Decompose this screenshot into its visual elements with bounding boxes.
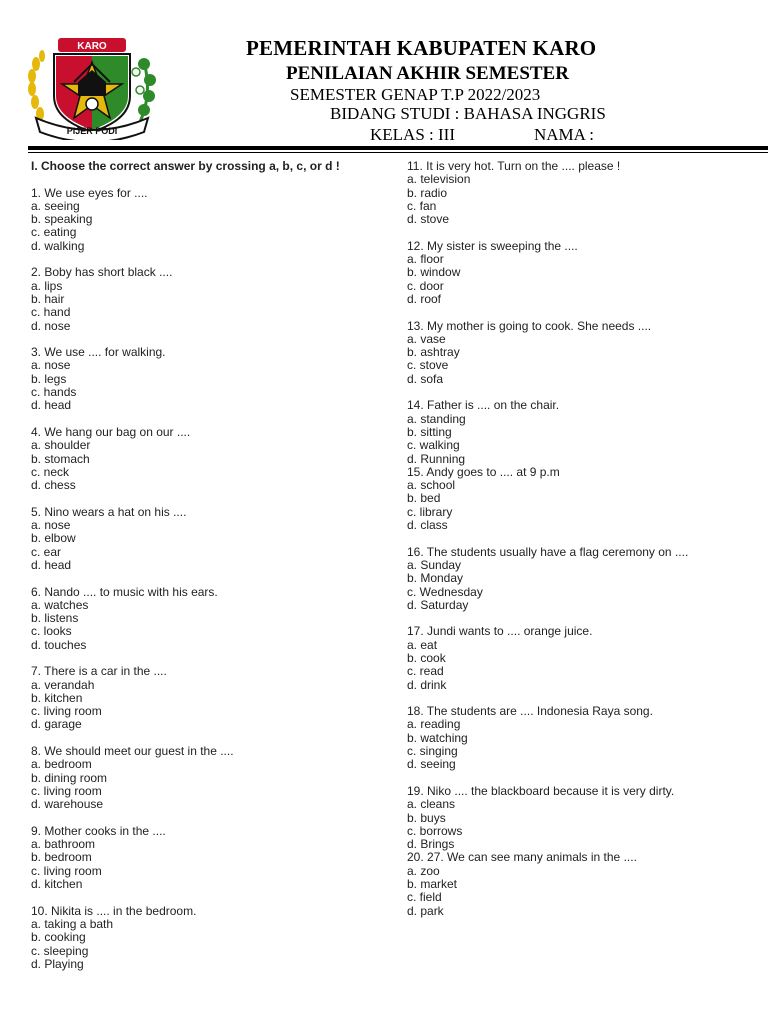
answer-option[interactable]: b. market — [407, 877, 458, 892]
question-item — [407, 240, 757, 306]
question-item — [31, 506, 376, 572]
answer-option[interactable]: b. window — [407, 265, 461, 280]
header-semester: SEMESTER GENAP T.P 2022/2023 — [290, 85, 541, 104]
answer-option[interactable]: a. bathroom — [31, 837, 96, 852]
answer-option[interactable]: a. nose — [31, 518, 71, 533]
answer-option[interactable]: c. Wednesday — [407, 584, 483, 599]
answer-option[interactable]: d. sofa — [407, 371, 444, 386]
question-item — [31, 745, 376, 811]
question-item — [407, 851, 757, 917]
header-exam-title: PENILAIAN AKHIR SEMESTER — [286, 63, 569, 84]
question-item — [31, 187, 376, 253]
answer-option[interactable]: d. chess — [31, 478, 76, 493]
answer-option[interactable]: c. hand — [31, 305, 71, 320]
question-text: 19. Niko .... the blackboard because it is very dirty. — [407, 783, 675, 798]
answer-option[interactable]: a. television — [407, 172, 471, 187]
karo-emblem-logo — [22, 34, 162, 140]
question-item — [407, 320, 757, 386]
answer-option[interactable]: b. dining room — [31, 770, 108, 785]
answer-option[interactable]: b. bedroom — [31, 850, 92, 865]
answer-option[interactable]: b. buys — [407, 810, 446, 825]
answer-option[interactable]: b. cooking — [31, 930, 86, 945]
question-text: 17. Jundi wants to .... orange juice. — [407, 624, 593, 639]
question-text: 14. Father is .... on the chair. — [407, 398, 560, 413]
answer-option[interactable]: a. floor — [407, 252, 444, 267]
answer-option[interactable]: c. living room — [31, 704, 102, 719]
header-class: KELAS : III — [370, 125, 455, 144]
answer-option[interactable]: c. living room — [31, 863, 102, 878]
answer-option[interactable]: a. lips — [31, 278, 63, 293]
answer-option[interactable]: d. kitchen — [31, 877, 83, 892]
answer-option[interactable]: d. class — [407, 518, 448, 533]
answer-option[interactable]: b. hair — [31, 291, 65, 306]
question-text: 3. We use .... for walking. — [31, 345, 166, 360]
rice-stalk-icon — [28, 50, 45, 121]
question-text: 11. It is very hot. Turn on the .... please ! — [407, 159, 621, 173]
answer-option[interactable]: a. standing — [407, 411, 466, 426]
question-text: 15. Andy goes to .... at 9 p.m — [407, 464, 560, 479]
answer-option[interactable]: c. hands — [31, 385, 77, 400]
instruction-text: I. Choose the correct answer by crossing a, b, c, or d ! — [31, 159, 340, 173]
answer-option[interactable]: a. watches — [31, 597, 89, 612]
answer-option[interactable]: b. Monday — [407, 571, 464, 586]
question-item — [407, 546, 757, 612]
top-banner — [58, 38, 126, 52]
answer-option[interactable]: a. eat — [407, 637, 438, 652]
answer-option[interactable]: b. stomach — [31, 451, 90, 466]
questions-column-right — [407, 160, 757, 918]
answer-option[interactable]: b. radio — [407, 185, 448, 200]
answer-option[interactable]: c. living room — [31, 783, 102, 798]
answer-option[interactable]: a. shoulder — [31, 438, 91, 453]
answer-option[interactable]: a. verandah — [31, 677, 95, 692]
answer-option[interactable]: d. touches — [31, 637, 87, 652]
answer-option[interactable]: c. borrows — [407, 823, 463, 838]
answer-option[interactable]: a. zoo — [407, 863, 440, 878]
question-item — [31, 346, 376, 412]
question-text: 9. Mother cooks in the .... — [31, 823, 166, 838]
question-text: 20. 27. We can see many animals in the .... — [407, 850, 637, 865]
answer-option[interactable]: c. eating — [31, 225, 77, 240]
answer-option[interactable]: c. fan — [407, 198, 437, 213]
shield — [54, 54, 130, 132]
question-text: 13. My mother is going to cook. She needs .... — [407, 318, 652, 333]
question-item — [407, 625, 757, 691]
answer-option[interactable]: d. Running — [407, 451, 466, 466]
question-text: 6. Nando .... to music with his ears. — [31, 584, 218, 599]
question-text: 12. My sister is sweeping the .... — [407, 238, 578, 253]
question-item — [407, 160, 757, 226]
question-list-left — [31, 187, 376, 972]
question-item — [407, 705, 757, 771]
answer-option[interactable]: a. cleans — [407, 797, 456, 812]
cotton-branch-icon — [132, 58, 156, 122]
answer-option[interactable]: d. Brings — [407, 837, 455, 852]
answer-option[interactable]: c. stove — [407, 358, 449, 373]
question-text: 4. We hang our bag on our .... — [31, 424, 191, 439]
header-name-field[interactable]: NAMA : — [534, 125, 594, 144]
question-item — [407, 785, 757, 851]
answer-option[interactable]: c. read — [407, 664, 444, 679]
answer-option[interactable]: a. nose — [31, 358, 71, 373]
answer-option[interactable]: d. head — [31, 398, 72, 413]
answer-option[interactable]: d. garage — [31, 717, 82, 732]
answer-option[interactable]: c. walking — [407, 438, 460, 453]
question-text: 8. We should meet our guest in the .... — [31, 744, 234, 759]
header-government-title: PEMERINTAH KABUPATEN KARO — [246, 36, 597, 60]
answer-option[interactable]: a. reading — [407, 717, 461, 732]
answer-option[interactable]: d. drink — [407, 677, 447, 692]
answer-option[interactable]: d. roof — [407, 291, 442, 306]
question-text: 16. The students usually have a flag ceremony on .... — [407, 544, 689, 559]
answer-option[interactable]: a. school — [407, 478, 456, 493]
question-item — [407, 466, 757, 532]
question-text: 10. Nikita is .... in the bedroom. — [31, 903, 197, 918]
header-subject: BIDANG STUDI : BAHASA INGGRIS — [330, 104, 606, 123]
answer-option[interactable]: d. head — [31, 557, 72, 572]
question-text: 5. Nino wears a hat on his .... — [31, 504, 187, 519]
header-divider-thick — [28, 146, 768, 150]
question-item — [31, 665, 376, 731]
question-text: 7. There is a car in the .... — [31, 664, 167, 679]
answer-option[interactable]: c. door — [407, 278, 444, 293]
answer-option[interactable]: a. taking a bath — [31, 916, 114, 931]
answer-option[interactable]: d. stove — [407, 212, 450, 227]
answer-option[interactable]: b. sitting — [407, 424, 452, 439]
answer-option[interactable]: d. seeing — [407, 757, 456, 772]
questions-column-left — [31, 160, 376, 971]
answer-option[interactable]: a. bedroom — [31, 757, 92, 772]
answer-option[interactable]: c. field — [407, 890, 442, 905]
answer-option[interactable]: a. seeing — [31, 198, 80, 213]
question-item — [31, 426, 376, 492]
answer-option[interactable]: d. walking — [31, 238, 85, 253]
question-text: 2. Boby has short black .... — [31, 265, 173, 280]
logo-ribbon-text: PIJER PODI — [66, 126, 118, 136]
answer-option[interactable]: b. cook — [407, 650, 446, 665]
answer-option[interactable]: d. Playing — [31, 956, 84, 971]
answer-option[interactable]: d. Saturday — [407, 597, 469, 612]
answer-option[interactable]: c. singing — [407, 744, 458, 759]
answer-option[interactable]: b. legs — [31, 371, 67, 386]
answer-option[interactable]: c. neck — [31, 464, 70, 479]
answer-option[interactable]: b. speaking — [31, 212, 93, 227]
answer-option[interactable]: b. elbow — [31, 531, 76, 546]
question-item — [407, 399, 757, 465]
answer-option[interactable]: b. watching — [407, 730, 468, 745]
answer-option[interactable]: c. ear — [31, 544, 62, 559]
answer-option[interactable]: a. vase — [407, 331, 446, 346]
answer-option[interactable]: d. park — [407, 903, 444, 918]
answer-option[interactable]: d. warehouse — [31, 797, 104, 812]
answer-option[interactable]: a. Sunday — [407, 557, 462, 572]
answer-option[interactable]: b. kitchen — [31, 690, 83, 705]
question-text: 18. The students are .... Indonesia Raya song. — [407, 704, 653, 719]
answer-option[interactable]: c. looks — [31, 624, 72, 639]
question-text: 1. We use eyes for .... — [31, 185, 148, 200]
answer-option[interactable]: c. library — [407, 504, 453, 519]
question-item — [31, 825, 376, 891]
answer-option[interactable]: c. sleeping — [31, 943, 89, 958]
answer-option[interactable]: d. nose — [31, 318, 71, 333]
question-item — [31, 905, 376, 971]
answer-option[interactable]: b. bed — [407, 491, 441, 506]
answer-option[interactable]: b. ashtray — [407, 345, 460, 360]
logo-top-text: KARO — [77, 41, 107, 52]
question-item — [31, 586, 376, 652]
question-item — [31, 266, 376, 332]
question-list-right — [407, 160, 757, 918]
header-divider-thin — [28, 152, 768, 153]
answer-option[interactable]: b. listens — [31, 611, 79, 626]
